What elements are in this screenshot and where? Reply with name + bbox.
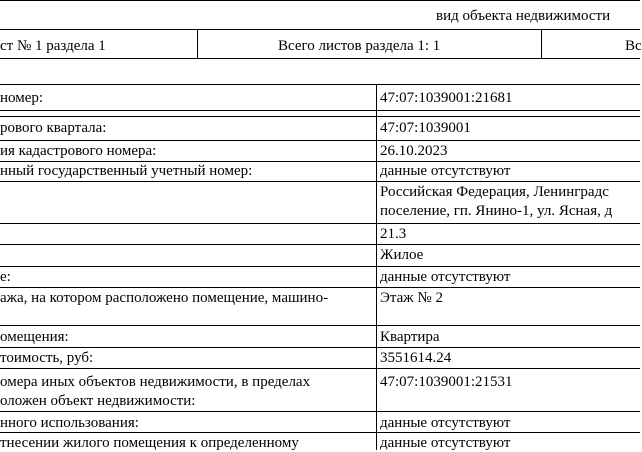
table-row (0, 326, 640, 347)
row-label: нного использования: (0, 415, 139, 431)
table-row (0, 288, 640, 325)
address-line-1: Российская Федерация, Ленинградс (380, 184, 609, 200)
row-value: данные отсутствуют (380, 415, 511, 431)
row-value: 47:07:1039001 (380, 120, 471, 136)
table-row (0, 182, 640, 223)
header-divider (0, 29, 640, 30)
top-border (0, 0, 640, 1)
table-row (0, 267, 640, 287)
table-row (0, 369, 640, 411)
row-value: 3551614.24 (380, 350, 452, 366)
row-label: е: (0, 269, 11, 285)
row-label-line-2: оложен объект недвижимости: (0, 393, 196, 409)
table-row (0, 162, 640, 181)
table-row (0, 348, 640, 368)
total-sheets: Всего листов раздела 1: 1 (278, 38, 441, 54)
sheet-number: ст № 1 раздела 1 (0, 38, 106, 54)
row-value: 47:07:1039001:21531 (380, 374, 513, 390)
header-separator-1 (197, 30, 198, 58)
address-line-2: поселение, гп. Янино-1, ул. Ясная, д (380, 203, 613, 219)
row-value: Жилое (380, 247, 424, 263)
row-label: нный государственный учетный номер: (0, 163, 253, 179)
row-label: омера иных объектов недвижимости, в пределах (0, 374, 311, 390)
header-bottom-border (0, 58, 640, 59)
table-row (0, 245, 640, 266)
row-label: тоимость, руб: (0, 350, 94, 366)
row-value: 47:07:1039001:21681 (380, 90, 513, 106)
row-value: 26.10.2023 (380, 143, 448, 159)
row-label: тнесении жилого помещения к определенному (0, 435, 299, 451)
row-value: данные отсутствуют (380, 163, 511, 179)
row-label: ия кадастрового номера: (0, 143, 157, 159)
row-value: 21.3 (380, 226, 407, 242)
row-label: омещения: (0, 329, 69, 345)
table-row (0, 224, 640, 244)
row-value: данные отсутствуют (380, 435, 511, 451)
header-separator-2 (541, 30, 542, 58)
row-label: рового квартала: (0, 120, 107, 136)
table-row (0, 412, 640, 432)
table-row (0, 117, 640, 140)
row-divider (0, 110, 640, 111)
table-row (0, 433, 640, 450)
table-row (0, 85, 640, 110)
row-label: ажа, на котором расположено помещение, машино- (0, 290, 329, 306)
row-value: Квартира (380, 329, 440, 345)
total-sheets-cut: Вс (625, 38, 642, 54)
row-label: номер: (0, 90, 44, 106)
object-type-heading: вид объекта недвижимости (436, 8, 611, 24)
row-value: Этаж № 2 (380, 290, 443, 306)
table-row (0, 141, 640, 161)
row-value: данные отсутствуют (380, 269, 511, 285)
